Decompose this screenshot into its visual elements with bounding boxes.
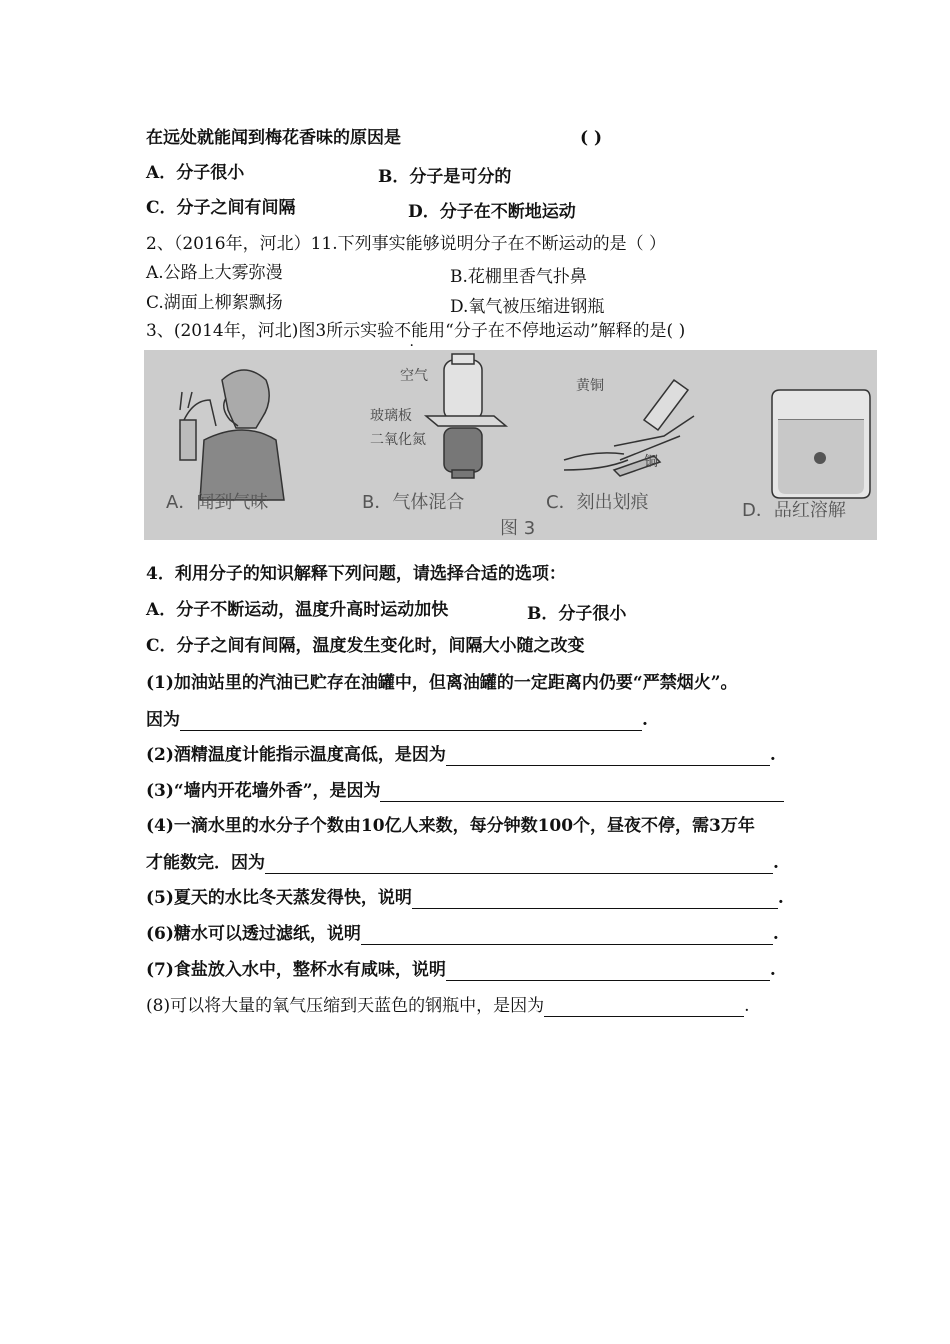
- q2-option-c: C.湖面上柳絮飘扬: [146, 293, 283, 313]
- label-kongqi: 空气: [400, 368, 428, 384]
- q4-stem: 4．利用分子的知识解释下列问题，请选择合适的选项：: [146, 564, 566, 584]
- q4-item-4-blank[interactable]: [265, 855, 773, 874]
- q4-item-8: [146, 995, 750, 1017]
- q4-item-7-text: (7)食盐放入水中，整杯水有咸味，说明: [146, 960, 446, 980]
- q4-item-7: [146, 959, 776, 981]
- q2-option-b: B.花棚里香气扑鼻: [450, 267, 587, 287]
- q4-item-4-text: 才能数完．因为: [146, 853, 265, 873]
- q2-option-d: D.氧气被压缩进钢瓶: [450, 297, 605, 317]
- q1-option-b: B．分子是可分的: [378, 167, 512, 187]
- q4-item-2-text: (2)酒精温度计能指示温度高低，是因为: [146, 745, 446, 765]
- q4-item-3-blank[interactable]: [380, 783, 784, 802]
- q4-item-2: [146, 744, 776, 766]
- q4-item-5-text: (5)夏天的水比冬天蒸发得快，说明: [146, 888, 412, 908]
- q4-item-4-period: .: [773, 853, 779, 873]
- q4-item-8-text: (8)可以将大量的氧气压缩到天蓝色的钢瓶中，是因为: [146, 996, 545, 1016]
- q2-option-a: A.公路上大雾弥漫: [146, 263, 283, 283]
- figure-caption: 图 3: [500, 518, 536, 539]
- label-eryanghuadan: 二氧化氮: [370, 432, 426, 448]
- q4-item-7-period: .: [769, 960, 776, 980]
- q4-item-3-text: (3)“墙内开花墙外香”，是因为: [146, 781, 381, 801]
- q2-stem: 2、（2016年，河北）11.下列事实能够说明分子在不断运动的是（ ）: [146, 234, 667, 254]
- q4-item-1-blank[interactable]: [180, 712, 642, 731]
- q1-answer-paren: ( ): [580, 128, 603, 148]
- q4-item-6: [146, 923, 779, 945]
- q3-stem: [146, 320, 685, 342]
- q4-item-5: [146, 887, 784, 909]
- q1-option-a: A．分子很小: [146, 163, 245, 183]
- label-boliban: 玻璃板: [370, 408, 412, 424]
- q3-stem-emphasis: 不能: [394, 321, 429, 341]
- q4-item-4-line2: [146, 852, 779, 874]
- q4-option-c: C．分子之间有间隔，温度发生变化时，间隔大小随之改变: [146, 636, 585, 656]
- q4-option-a: A．分子不断运动，温度升高时运动加快: [146, 600, 449, 620]
- q4-item-1-line1: (1)加油站里的汽油已贮存在油罐中，但离油罐的一定距离内仍要“严禁烟火”。: [146, 673, 738, 693]
- q4-item-1-period: .: [642, 710, 648, 730]
- figure-option-c: C．刻出划痕: [546, 492, 649, 513]
- figure-3-illustration: [144, 350, 877, 540]
- q4-item-1-text: 因为: [146, 710, 180, 730]
- q4-item-8-period: .: [744, 996, 750, 1016]
- q4-item-7-blank[interactable]: [446, 962, 770, 981]
- q4-item-3: [146, 780, 784, 802]
- q1-option-c: C．分子之间有间隔: [146, 198, 296, 218]
- q4-item-8-blank[interactable]: [544, 998, 744, 1017]
- figure-option-d: D．品红溶解: [742, 500, 846, 521]
- q4-item-6-blank[interactable]: [361, 926, 773, 945]
- q4-item-6-text: (6)糖水可以透过滤纸，说明: [146, 924, 361, 944]
- figure-3: [144, 350, 877, 540]
- q4-item-5-blank[interactable]: [412, 890, 778, 909]
- q3-stem-pre: 3、(2014年，河北)图3所示实验: [146, 321, 395, 341]
- q4-item-1-line2: [146, 709, 648, 731]
- q4-option-b: B．分子很小: [527, 604, 627, 624]
- q4-item-4-line1: (4)一滴水里的水分子个数由10亿人来数，每分钟数100个，昼夜不停，需3万年: [146, 816, 755, 836]
- q4-item-6-period: .: [772, 924, 779, 944]
- figure-option-b: B．气体混合: [362, 492, 465, 513]
- q4-item-2-period: .: [769, 745, 776, 765]
- q1-stem: 在远处就能闻到梅花香味的原因是: [146, 128, 401, 148]
- label-huangtong: 黄铜: [576, 378, 604, 394]
- label-tong: 铜: [644, 454, 658, 470]
- q3-stem-post: 用“分子在不停地运动”解释的是( ): [428, 321, 686, 341]
- q4-item-5-period: .: [777, 888, 784, 908]
- q4-item-2-blank[interactable]: [446, 747, 770, 766]
- q1-option-d: D．分子在不断地运动: [408, 202, 576, 222]
- figure-option-a: A．闻到气味: [166, 492, 269, 513]
- beaker-illustration: [772, 390, 870, 498]
